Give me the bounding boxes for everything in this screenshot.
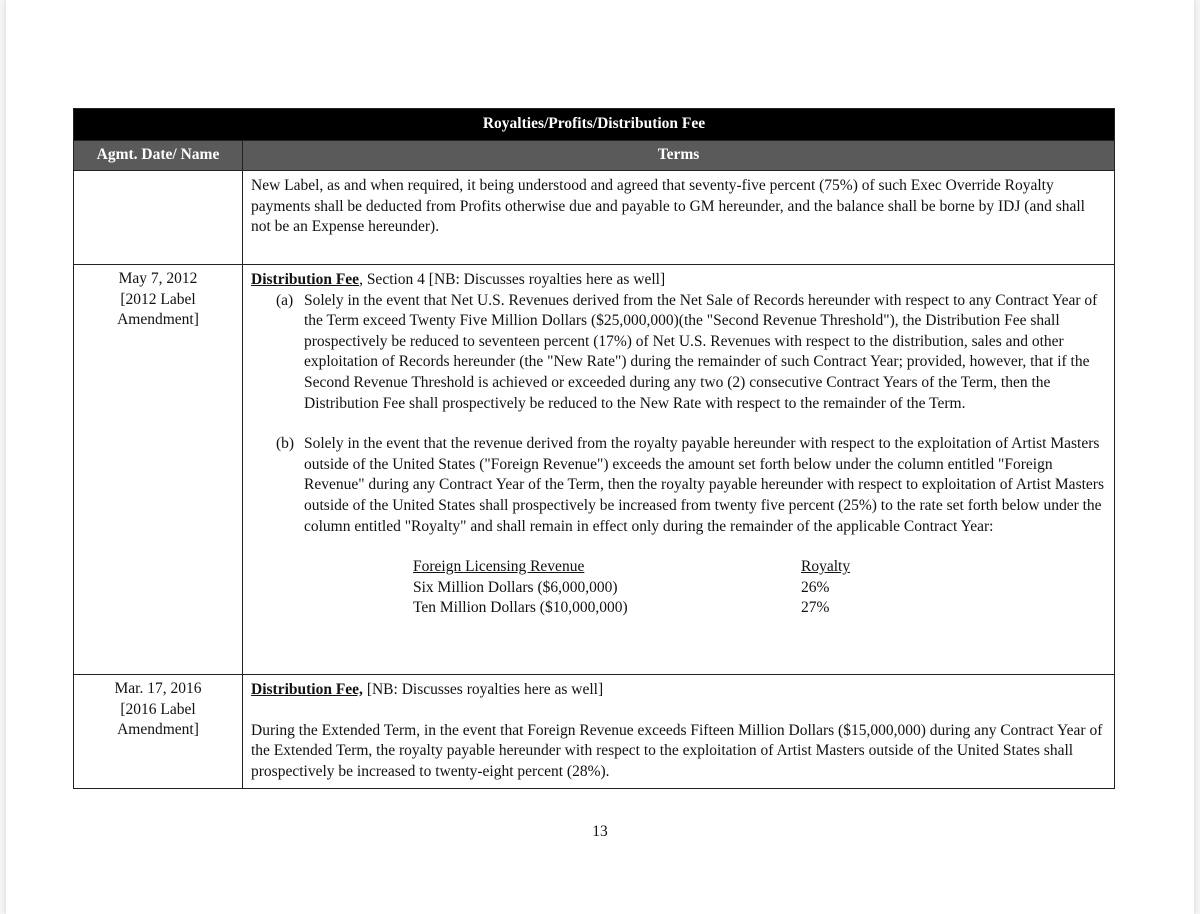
royalties-table [73, 108, 1115, 789]
date-cell [74, 675, 243, 789]
spacer [251, 701, 1106, 721]
agreement-name-line: [2012 Label [120, 290, 196, 308]
revenue-threshold: Six Million Dollars ($6,000,000) [413, 578, 618, 596]
foreign-revenue-table [413, 557, 1106, 619]
clause-text: Solely in the event that the revenue derived from the royalty payable hereunder with respect to the exploitation of Artist Masters outside of the United States ("Foreign Revenue") exceeds the amount set forth below under the column entitled "Foreign Revenue" during any Contract Year of the Term, then the royalty payable hereunder with respect to exploitation of Artist Masters outside of the United States shall prospectively be increased from twenty five percent (25%) to the rate set forth below under the column entitled "Royalty" and shall remain in effect only during the remainder of the applicable Contract Year: [304, 435, 1104, 535]
date-cell [74, 265, 243, 675]
table-row [74, 171, 1115, 265]
agreement-name-line: Amendment] [117, 311, 199, 329]
clause-text: Solely in the event that Net U.S. Revenues derived from the Net Sale of Records hereunder with respect to any Contract Year of the Term exceed Twenty Five Million Dollars ($25,000,000)(the "Second Revenue Threshold"), the Distribution Fee shall prospectively be reduced to seventeen percent (17%) of Net U.S. Revenues with respect to the distribution, sales and other exploitation of Records hereunder (the "New Rate") during the remainder of such Contract Year; provided, however, that if the Second Revenue Threshold is achieved or exceeded during any two (2) consecutive Contract Years of the Term, then the Distribution Fee shall prospectively be reduced to the New Rate with respect to the remainder of the Term. [304, 291, 1098, 412]
document-page [6, 0, 1194, 914]
clause-a [276, 291, 1106, 415]
column-header-terms: Terms [243, 141, 1115, 171]
terms-cell [243, 675, 1115, 789]
spacer [251, 414, 1106, 434]
terms-text: During the Extended Term, in the event that Foreign Revenue exceeds Fifteen Million Dollars ($15,000,000) during any Contract Year of the Extended Term, the royalty payable hereunder with respect to the exploitation of Artist Masters outside of the United States shall prospectively be increased to twenty-eight percent (28%). [251, 721, 1103, 780]
table-row [74, 675, 1115, 789]
terms-text: New Label, as and when required, it being understood and agreed that seventy-five percent (75%) of such Exec Override Royalty payments shall be deducted from Profits otherwise due and payable to GM hereunder, and the balance shall be borne by IDJ (and shall not be an Expense hereunder). [251, 177, 1085, 236]
date-cell [74, 171, 243, 265]
section-heading-note: [NB: Discusses royalties here as well] [362, 681, 604, 698]
clause-marker: (a) [276, 291, 294, 309]
royalty-rate: 27% [801, 599, 830, 617]
agreement-date: Mar. 17, 2016 [114, 680, 202, 697]
revenue-column-header: Foreign Licensing Revenue [413, 558, 585, 576]
royalty-column-header: Royalty [801, 558, 851, 576]
table-title: Royalties/Profits/Distribution Fee [74, 109, 1115, 141]
table-row [74, 265, 1115, 675]
agreement-name-line: [2016 Label [120, 700, 196, 718]
section-heading: Distribution Fee [251, 271, 360, 288]
spacer [251, 537, 1106, 557]
agreement-name-line: Amendment] [117, 721, 199, 739]
terms-cell [243, 265, 1115, 675]
section-heading-line [251, 680, 1106, 701]
section-heading-line [251, 270, 1106, 291]
agreement-date: May 7, 2012 [118, 270, 198, 287]
column-header-date: Agmt. Date/ Name [74, 141, 243, 171]
page-number: 13 [592, 823, 608, 840]
revenue-threshold: Ten Million Dollars ($10,000,000) [413, 599, 628, 617]
clause-marker: (b) [276, 435, 295, 453]
clause-b [276, 434, 1106, 537]
terms-cell [243, 171, 1115, 265]
royalty-rate: 26% [801, 578, 830, 596]
section-heading-note: , Section 4 [NB: Discusses royalties here as well] [359, 271, 666, 288]
section-heading: Distribution Fee, [251, 681, 363, 698]
